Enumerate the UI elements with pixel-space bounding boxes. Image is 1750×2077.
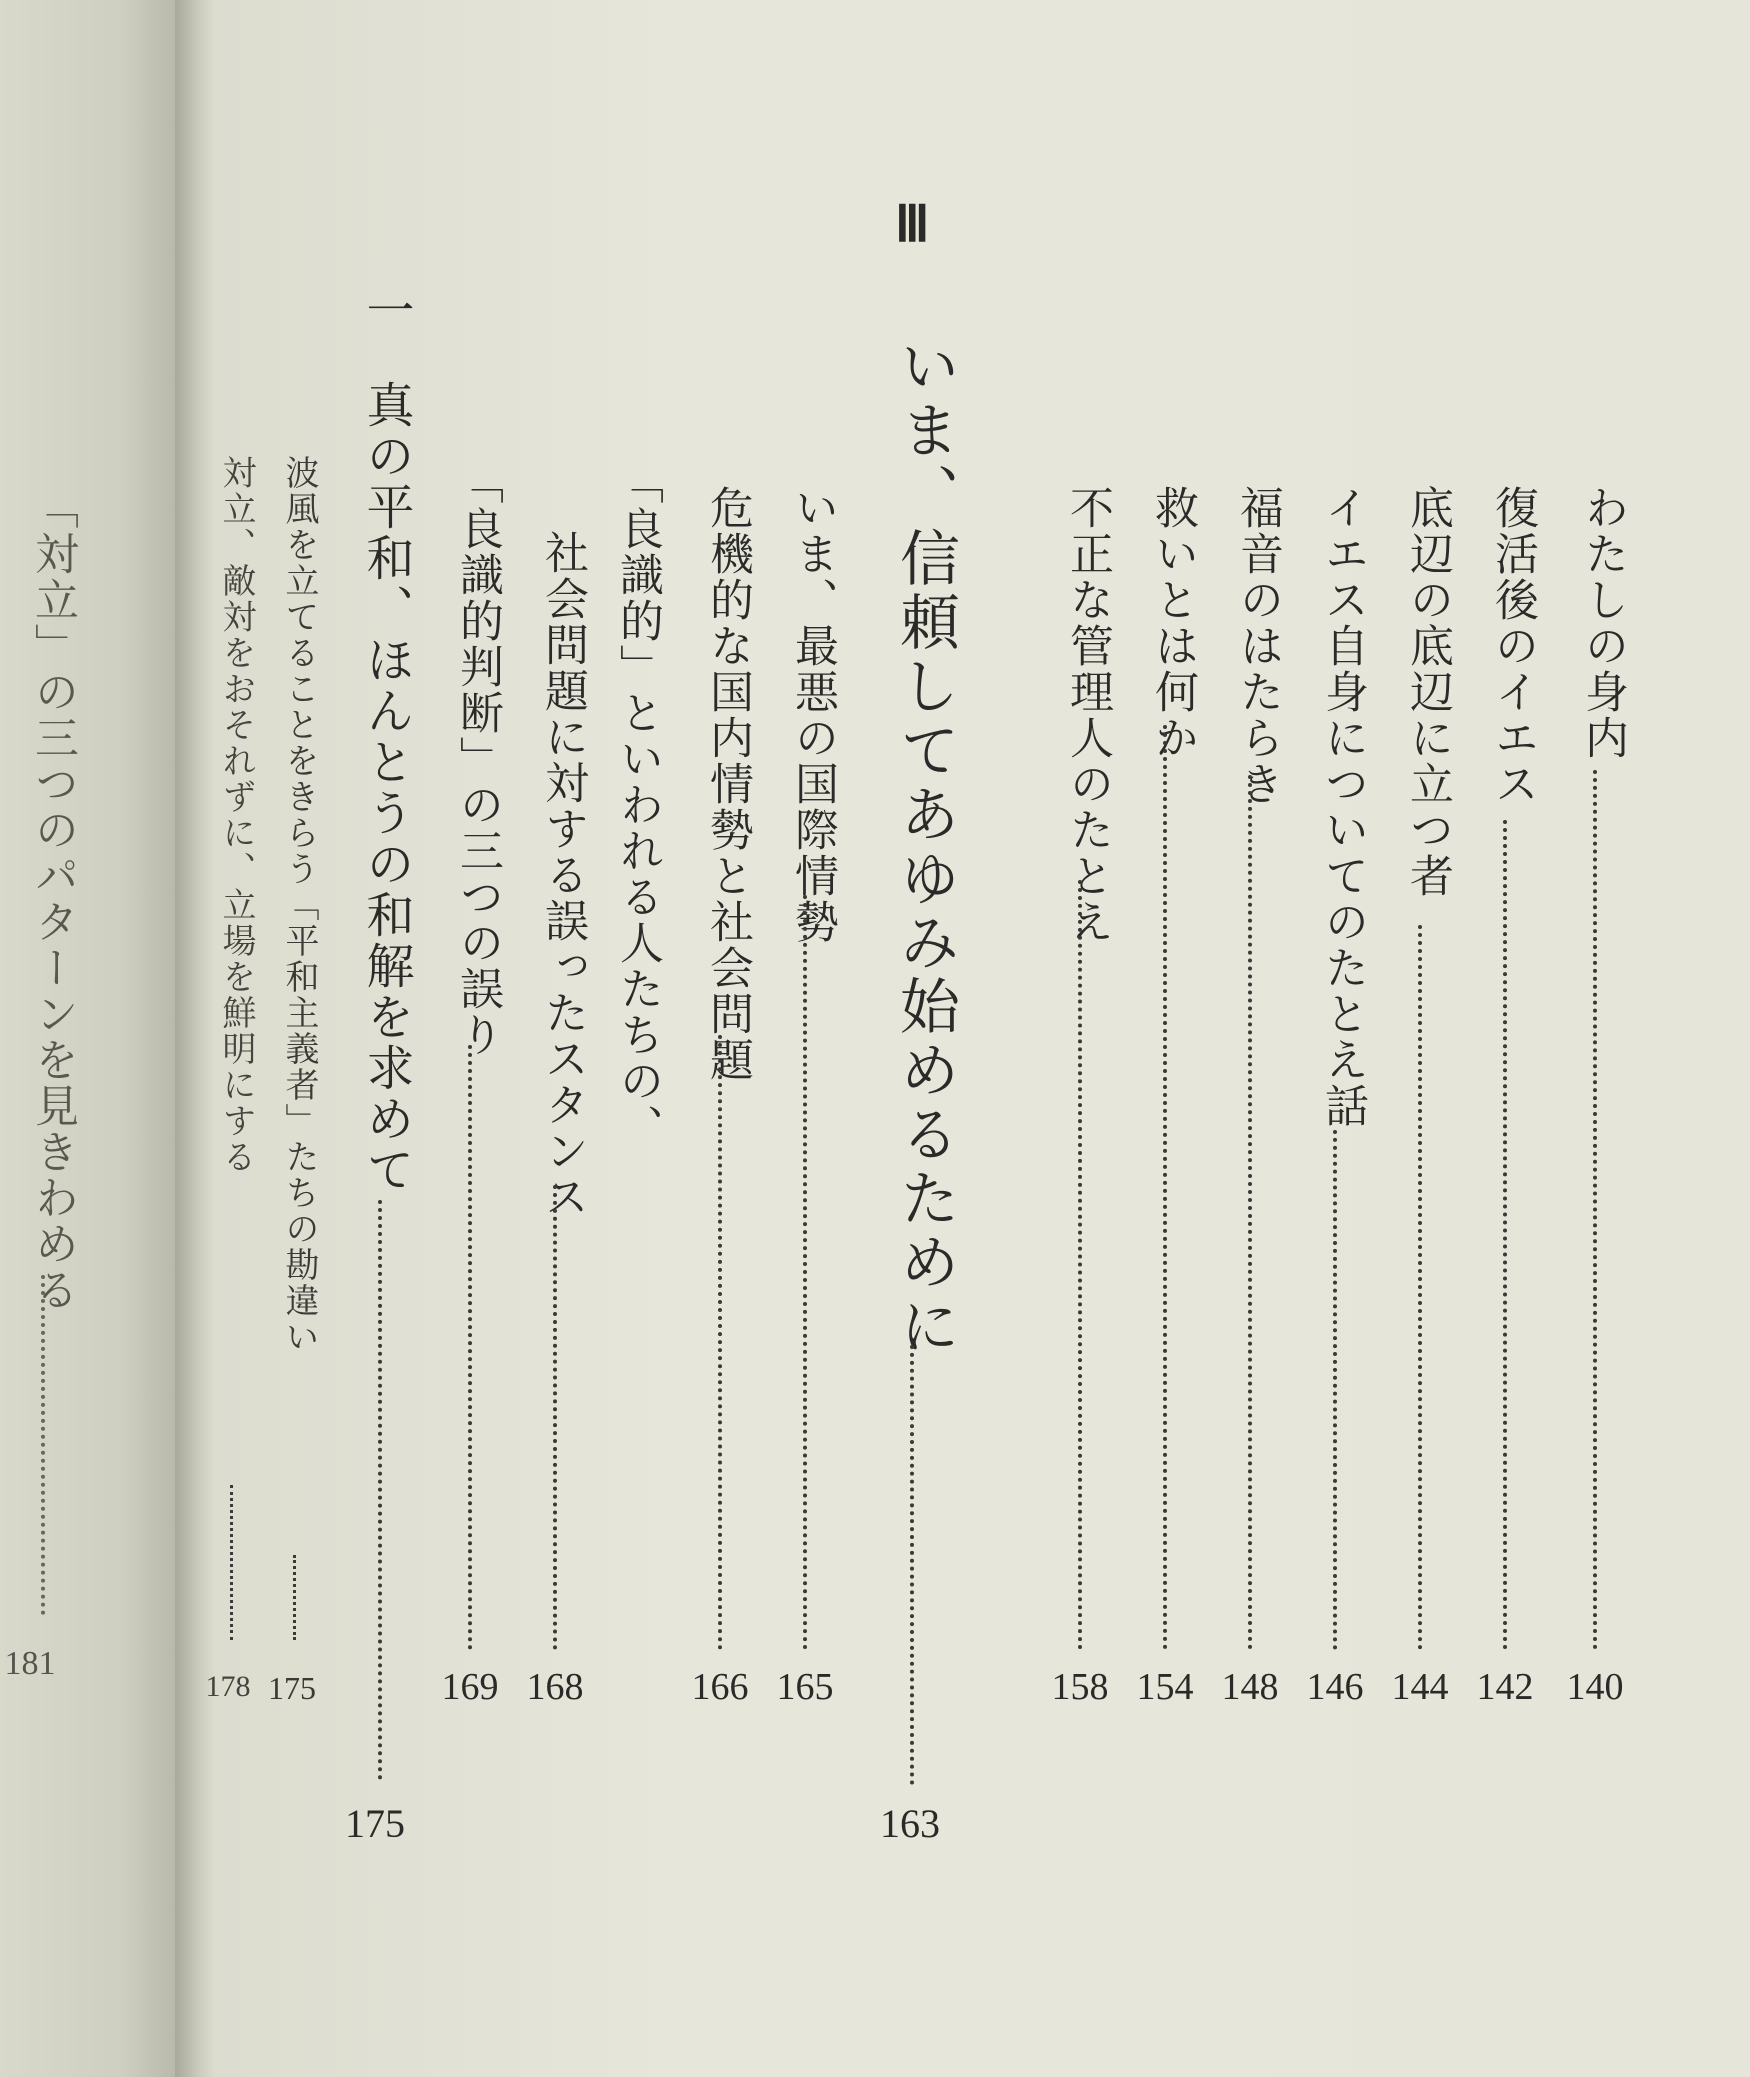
- toc-entry-title: 「良識的判断」の三つの誤り: [452, 460, 503, 1058]
- toc-entry-page: 165: [776, 1666, 834, 1708]
- toc-entry-title: 不正な管理人のたとえ: [1062, 485, 1113, 945]
- toc-entry-title: イエス自身についてのたとえ話: [1317, 485, 1368, 1129]
- toc-entry-leader: [1163, 725, 1167, 1650]
- toc-entry-title: わたしの身内: [1577, 485, 1628, 761]
- toc-entry-leader: [1078, 880, 1082, 1650]
- left-page-entry-title: 「対立」の三つのパターンを見きわめる: [27, 485, 78, 1313]
- toc-entry-leader: [1333, 1130, 1337, 1650]
- toc-entry-title: 福音のはたらき: [1232, 485, 1283, 807]
- section-page: 175: [345, 1801, 405, 1846]
- sub-entry-page: 175: [268, 1670, 316, 1706]
- toc-entry-page: 140: [1566, 1666, 1624, 1708]
- toc-entry-page: 168: [526, 1666, 584, 1708]
- part-number: Ⅲ: [895, 196, 927, 252]
- toc-entry-leader: [1418, 925, 1422, 1650]
- toc-entry-title: 危機的な国内情勢と社会問題: [702, 485, 753, 1083]
- toc-entry-leader: [803, 895, 807, 1650]
- sub-entry-title: 対立、敵対をおそれずに、立場を鮮明にする: [216, 455, 256, 1175]
- toc-entry-page: 158: [1051, 1666, 1109, 1708]
- left-page-entry-page: 181: [4, 1645, 56, 1682]
- toc-entry-page: 144: [1391, 1666, 1449, 1708]
- toc-entry-leader: [1248, 775, 1252, 1650]
- toc-entry-title: いま、最悪の国際情勢: [787, 485, 838, 945]
- toc-entry-leader: [718, 1035, 722, 1650]
- book-gutter: [175, 0, 215, 2077]
- section-leader: [378, 1200, 382, 1780]
- sub-entry-leader: [230, 1485, 233, 1640]
- chapter-page: 163: [880, 1801, 940, 1846]
- toc-entry-title: 復活後のイエス: [1487, 485, 1538, 807]
- chapter-leader: [910, 1345, 914, 1785]
- toc-entry-leader: [468, 1045, 472, 1650]
- section-number: 一: [358, 285, 414, 335]
- sub-entry-page: 178: [205, 1670, 251, 1703]
- toc-entry-page: 142: [1476, 1666, 1534, 1708]
- toc-entry-leader: [553, 1185, 557, 1650]
- toc-entry-page: 154: [1136, 1666, 1194, 1708]
- toc-entry-page: 166: [691, 1666, 749, 1708]
- toc-entry-title: 底辺の底辺に立つ者: [1402, 485, 1453, 899]
- left-page-entry-leader: [41, 1275, 45, 1615]
- toc-entry-leader: [1503, 820, 1507, 1650]
- sub-entry-leader: [293, 1555, 296, 1640]
- toc-entry-page: 148: [1221, 1666, 1279, 1708]
- toc-entry-title: 救いとは何か: [1147, 485, 1198, 761]
- toc-entry-title-line1: 「良識的」といわれる人たちの、: [612, 460, 663, 1150]
- toc-entry-page: 146: [1306, 1666, 1364, 1708]
- chapter-title: いま、信頼してあゆみ始めるために: [890, 335, 960, 1359]
- section-title: 真の平和、ほんとうの和解を求めて: [358, 380, 414, 1196]
- toc-entry-title-line2: 社会問題に対する誤ったスタンス: [537, 530, 588, 1220]
- toc-entry-page: 169: [441, 1666, 499, 1708]
- sub-entry-title: 波風を立てることをきらう「平和主義者」たちの勘違い: [279, 455, 319, 1355]
- toc-entry-leader: [1593, 770, 1597, 1650]
